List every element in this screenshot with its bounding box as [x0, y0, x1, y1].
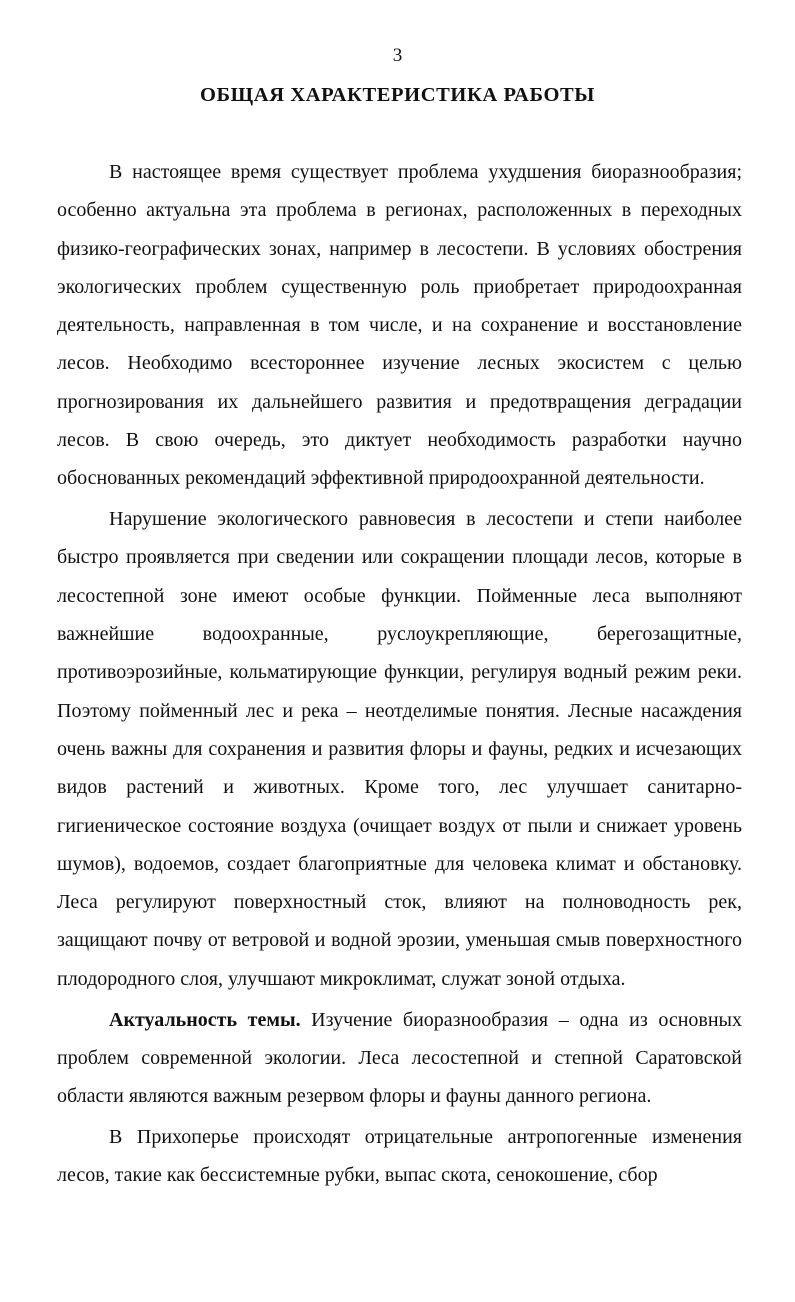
- paragraph-text: Нарушение экологического равновесия в лесостепи и степи наиболее быстро проявляется при сведении или сокращении площади лесов, которые в лесостепной зоне имеют особые функции. Пойменные леса выполняют важнейшие водоохранные, руслоукрепляющие, берегозащитные, противоэрозийные, кольматирующие функции, регулируя водный режим реки. Поэтому пойменный лес и река – неотделимые понятия. Лесные насаждения очень важны для сохранения и развития флоры и фауны, редких и исчезающих видов растений и животных. Кроме того, лес улучшает санитарно-гигиеническое состояние воздуха (очищает воздух от пыли и снижает уровень шумов), водоемов, создает благоприятные для человека климат и обстановку. Леса регулируют поверхностный сток, влияют на полноводность рек, защищают почву от ветровой и водной эрозии, уменьшая смыв поверхностного плодородного слоя, улучшают микроклимат, служат зоной отдыха.: [57, 508, 742, 990]
- paragraph-prikhoperye: [57, 1118, 742, 1195]
- body-text: [57, 153, 742, 1195]
- paragraph-text: Изучение биоразнообразия – одна из основных проблем современной экологии. Леса лесостепной и степной Саратовской области являются важным резервом флоры и фауны данного региона.: [57, 1008, 742, 1108]
- page-number: 3: [392, 45, 403, 66]
- paragraph-ecological-balance: [57, 500, 742, 998]
- paragraph-text: В Прихоперье происходят отрицательные антропогенные изменения лесов, такие как бессистемные рубки, выпас скота, сенокошение, сбор: [57, 1125, 742, 1187]
- paragraph-text: В настоящее время существует проблема ухудшения биоразнообразия; особенно актуальна эта проблема в регионах, расположенных в переходных физико-географических зонах, например в лесостепи. В условиях обострения экологических проблем существенную роль приобретает природоохранная деятельность, направленная в том числе, и на сохранение и восстановление лесов. Необходимо всестороннее изучение лесных экосистем с целью прогнозирования их дальнейшего развития и предотвращения деградации лесов. В свою очередь, это диктует необходимость разработки научно обоснованных рекомендаций эффективной природоохранной деятельности.: [57, 161, 742, 490]
- paragraph-relevance: [57, 1001, 742, 1116]
- section-title: ОБЩАЯ ХАРАКТЕРИСТИКА РАБОТЫ: [199, 84, 596, 106]
- paragraph-lead-heading: Актуальность темы.: [109, 1008, 301, 1031]
- paragraph-intro: [57, 153, 742, 498]
